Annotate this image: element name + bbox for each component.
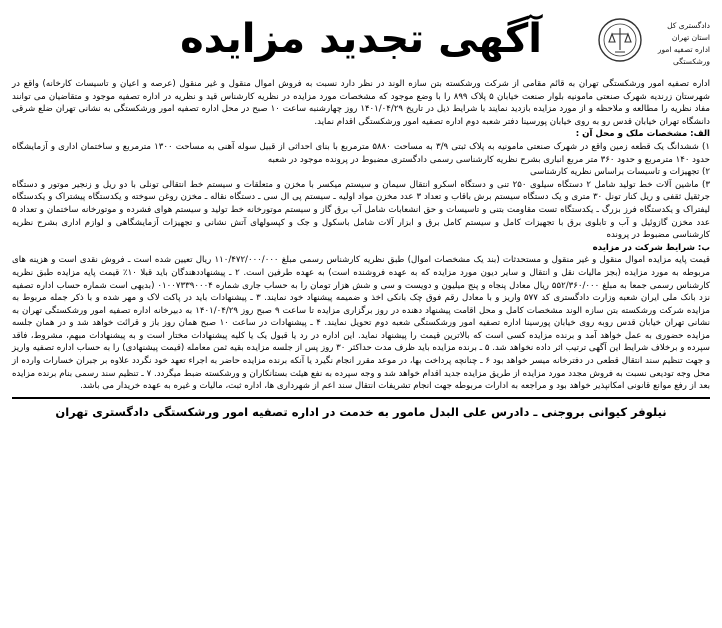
section-a-title: الف: مشخصات ملک و محل آن : <box>575 129 710 140</box>
notice-signature: نیلوفر کیوانی بروجنی ـ دادرس علی البدل مامور به خدمت در اداره تصفیه امور ورشکستگی دادگستری تهران <box>55 404 667 419</box>
org-line-2: اداره تصفیه امور ورشکستگی <box>657 45 710 66</box>
org-line-1: دادگستری کل استان تهران <box>667 21 710 42</box>
section-a-item-1: ۱) ششدانگ یک قطعه زمین واقع در شهرک صنعتی مامونیه به پلاک ثبتی ۳/۹ به مساحت ۵۸۸۰ مترمربع با بنای احداثی از قبیل سوله آهنی به مساحت ۱۳۰۰ مترمربع و ساختمان اداری و آزمایشگاه حدود ۱۴۰ مترمربع و حدود ۳۶۰ متر مربع انباری بشرح نظریه کارشناسی رسمی دادگستری مضبوط در پرونده موجود در شعبه <box>12 141 710 165</box>
intro-paragraph: اداره تصفیه امور ورشکستگی تهران به قائم مقامی از شرکت ورشکسته بتن سازه الوند در نظر دارد نسبت به فروش اموال منقول و غیر منقول (عرصه و اعیان و تاسیسات کارخانه) واقع در شهرستان زرندیه شهرک صنعتی مامونیه بلوار صنعت خیابان ۵ پلاک ۸۹۹ را با وضع موجود که مشخصات مورد مزایده در نظریه کارشناس قید و نظریه در اداره تصفیه موجود و متقاضیان می توانند مفاد نظریه را مطالعه و ملاحظه و از مورد مزایده بازدید نمایند با شرایط ذیل در تاریخ ۱۴۰۱/۰۴/۲۹ روز چهارشنبه ساعت ۱۰ صبح در محل اداره تصفیه امور ورشکستگی به نشانی تهران ضلع شرقی دانشگاه تهران خیابان قدس رو به روی خیابان پورسینا دفتر شعبه دوم اداره تصفیه امور ورشکستگی اقدام نماید. <box>12 79 710 127</box>
section-a-item-3: ۳) ماشین آلات خط تولید شامل ۲ دستگاه سیلوی ۲۵۰ تنی و دستگاه اسکرو انتقال سیمان و سیستم میکسر با مخزن و متعلقات و سیستم خط انتقالی تونلی با دو ریل و زنجیر موتور و دستگاه جرثقیل ثقفی و ریل کنار تونل ۳۰ متری و یک دستگاه سیستم برش باقاب و تعداد ۳ عدد مخزن مواد اولیه ـ سیستم پی ال سی ـ دستگاه نقاله ـ مخزن روغن سوخته و یکدستگاه پیشتراک و یکدستگاه لیفتراک و یکدستگاه فرز بزرگ ـ یکدستگاه تست مقاومت بتنی و تاسیسات و حق انشعابات شامل آب برق گاز و سیستم موتورخانه خط تولید و سیستم هوای فشرده و موتورخانه ساختمان و تعداد ۵ عدد مخزن گازوئیل و آب و تابلوی برق با تجهیزات کامل و سیستم کامل برق و ابزار آلات شامل باسکول و جک و کپسولهای آتش نشانی و تجهیزات آزمایشگاهی و لوازم اداری بشرح نظریه کارشناسی مضبوط در پرونده <box>12 179 710 241</box>
notice-body <box>12 78 710 393</box>
notice-title: آگهی تجدید مزایده <box>180 16 542 62</box>
section-b-text: قیمت پایه مزایده اموال منقول و غیر منقول و مستحدثات (بند یک مشخصات اموال) طبق نظریه کارشناس رسمی مبلغ ۱۱۰/۴۷۲/۰۰۰/۰۰۰ ریال تعیین شده است ـ فروش نقدی است و هزینه های مربوطه به مورد مزایده (بجز مالیات نقل و انتقال و سایر دیون مورد مزایده که به عهده فروشنده است) به عهده طرفین است. ۲ ـ پیشنهاددهندگان باید قبلا ۱۰٪ قیمت پایه مزایده طبق نظریه کارشناس رسمی جمعا به مبلغ ۵۵۲/۳۶۰/۰۰۰ ریال معادل پنجاه و پنج میلیون و دویست و سی و شش هزار تومان را به حساب جاری شماره ۰۱۰۰۷۳۳۹۰۰۰۴ (بدیهی است شماره حساب اداره تصفیه نزد بانک ملی ایران شعبه وزارت دادگستری کد ۵۷۷ واریز و با معادل رقم فوق چک بانکی اخذ و ضمیمه پیشنهاد خود نمایند. ۳ ـ پیشنهادات باید در پاکت لاک و مهر شده و با ذکر جمله مربوط به مزایده شرکت ورشکسته بتن سازه الوند مشخصات کامل و محل اقامت پیشنهاد دهنده در روز برگزاری مزایده تا ساعت ۹ صبح روز ۱۴۰۱/۰۴/۲۹ به دبیرخانه اداره تصفیه امور ورشکستگی تهران به نشانی تهران خیابان قدس روبه روی خیابان پورسینا اداره تصفیه امور ورشکستگی شعبه دوم تحویل نمایند. ۴ ـ پیشنهادات در ساعت ۱۰ صبح همان روز باز و قرائت خواهد شد و در همان جلسه مزایده حضوری به عمل خواهد آمد و برنده مزایده کسی است که بالاترین قیمت را پیشنهاد نماید. این اداره در رد یا قبول یک یا کلیه پیشنهادات مختار است و به پیشنهادات مبهم، مشروط، فاقد سپرده و برخلاف شرایط این آگهی ترتیب اثر داده نخواهد شد. ۵ ـ برنده مزایده باید ظرف مدت حداکثر ۳۰ روز پس از جلسه مزایده بقیه ثمن معامله (قیمت پیشنهادی) را به حساب اداره تصفیه واریز و جهت تنظیم سند انتقال قطعی در دفترخانه میسر خواهد بود ۶ ـ چنانچه پرداخت بها، در موعد مقرر انجام نگیرد یا آنکه برنده مزایده حاضر به اجراء تعهد خود نگردد علاوه بر جبران خسارات وارده از محل وجه تودیعی نسبت به فروش مجدد مورد مزایده از طریق مزایده جدید اقدام خواهد شد و وجه سپرده به نفع هیئت بستانکاران و ورشکسته ضبط میگردد. ۷ ـ تنظیم سند رسمی بنام برنده مزایده بعد از رفع موانع قانونی امکانپذیر خواهد بود و مراجعه به ادارات مربوطه جهت انجام تشریفات انتقال سند اعم از شهرداری ها، اداره ثبت، مالیات و غیره به عهده خریدار می باشد. <box>12 255 711 392</box>
judiciary-emblem-icon <box>596 16 644 64</box>
footer-divider <box>12 397 710 399</box>
organization-name <box>648 20 710 68</box>
section-a-item-2: ۲) تجهیزات و تاسیسات براساس نظریه کارشناسی <box>529 167 710 178</box>
notice-header <box>8 6 714 78</box>
section-b-title: ب: شرایط شرکت در مزایده <box>592 242 710 253</box>
